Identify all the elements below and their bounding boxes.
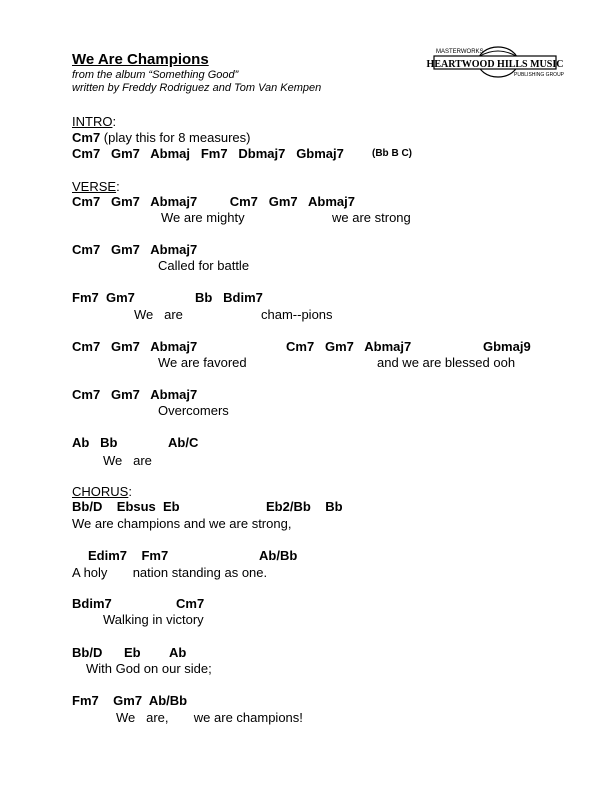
verse-label: VERSE xyxy=(72,179,117,194)
verse-chord-line: Cm7 Gm7 Abmaj7 Cm7 Gm7 Abmaj7 xyxy=(72,194,355,209)
chorus-chord-line: Fm7 Gm7 Ab/Bb xyxy=(72,693,188,708)
svg-text:MASTERWORKS: MASTERWORKS xyxy=(436,49,484,55)
verse-chord-line: Cm7 Gm7 Abmaj7 xyxy=(72,242,198,257)
verse-lyric: and we are blessed ooh xyxy=(377,355,516,370)
intro-label: INTRO xyxy=(72,114,113,129)
svg-text:HEARTWOOD HILLS MUSIC: HEARTWOOD HILLS MUSIC xyxy=(426,59,564,70)
verse-lyric: We are xyxy=(134,307,183,322)
chorus-lyric: We are champions and we are strong, xyxy=(72,516,292,531)
verse-chord-line: Cm7 Gm7 Abmaj7 xyxy=(286,339,412,354)
verse-lyric: we are strong xyxy=(332,210,411,225)
chorus-lyric: A holy nation standing as one. xyxy=(72,565,268,580)
verse-lyric: We are mighty xyxy=(161,210,245,225)
chorus-chord-line: Eb2/Bb Bb xyxy=(266,499,343,514)
intro-chord-line: Cm7 Gm7 Abmaj Fm7 Dbmaj7 Gbmaj7 xyxy=(72,146,344,161)
intro-note: (play this for 8 measures) xyxy=(100,130,251,145)
chorus-chord-line: Bb/D Ebsus Eb xyxy=(72,499,180,514)
verse-lyric: Called for battle xyxy=(158,258,250,273)
intro-passing-chords: (Bb B C) xyxy=(372,148,412,159)
verse-chord-line: Fm7 Gm7 xyxy=(72,290,135,305)
chorus-chord-line: Bdim7 xyxy=(72,596,112,611)
svg-text:PUBLISHING GROUP: PUBLISHING GROUP xyxy=(514,72,565,78)
chorus-chord-line: Ab/Bb xyxy=(259,548,298,563)
chorus-colon: : xyxy=(128,484,132,499)
verse-chord-line: Ab/C xyxy=(168,435,199,450)
verse-lyric: We are favored xyxy=(158,355,247,370)
publisher-logo-graphic xyxy=(426,44,565,78)
verse-lyric: cham--pions xyxy=(261,307,333,322)
verse-colon: : xyxy=(116,179,120,194)
chorus-chord-line: Edim7 Fm7 xyxy=(88,548,169,563)
intro-colon: : xyxy=(112,114,117,129)
intro-heading xyxy=(72,114,116,130)
chorus-lyric: Walking in victory xyxy=(103,612,204,627)
chorus-chord-line: Bb/D Eb Ab xyxy=(72,645,187,660)
chorus-label: CHORUS xyxy=(72,484,129,499)
publisher-logo xyxy=(426,44,565,78)
verse-heading xyxy=(72,179,120,195)
chorus-heading xyxy=(72,484,132,500)
writers-line: written by Freddy Rodriguez and Tom Van Kempen xyxy=(72,82,322,94)
intro-chord: Cm7 xyxy=(72,130,101,145)
verse-chord-line: Bb Bdim7 xyxy=(195,290,263,305)
chorus-lyric: With God on our side; xyxy=(86,661,212,676)
album-line: from the album “Something Good” xyxy=(72,69,239,81)
verse-chord-line: Cm7 Gm7 Abmaj7 xyxy=(72,387,198,402)
verse-lyric: Overcomers xyxy=(158,403,229,418)
verse-chord-line: Ab Bb xyxy=(72,435,118,450)
verse-chord-line: Gbmaj9 xyxy=(483,339,531,354)
song-title: We Are Champions xyxy=(72,51,209,68)
chorus-lyric: We are, we are champions! xyxy=(116,710,303,725)
intro-line-1 xyxy=(72,130,250,146)
verse-lyric: We are xyxy=(103,453,152,468)
chorus-chord-line: Cm7 xyxy=(176,596,205,611)
verse-chord-line: Cm7 Gm7 Abmaj7 xyxy=(72,339,198,354)
